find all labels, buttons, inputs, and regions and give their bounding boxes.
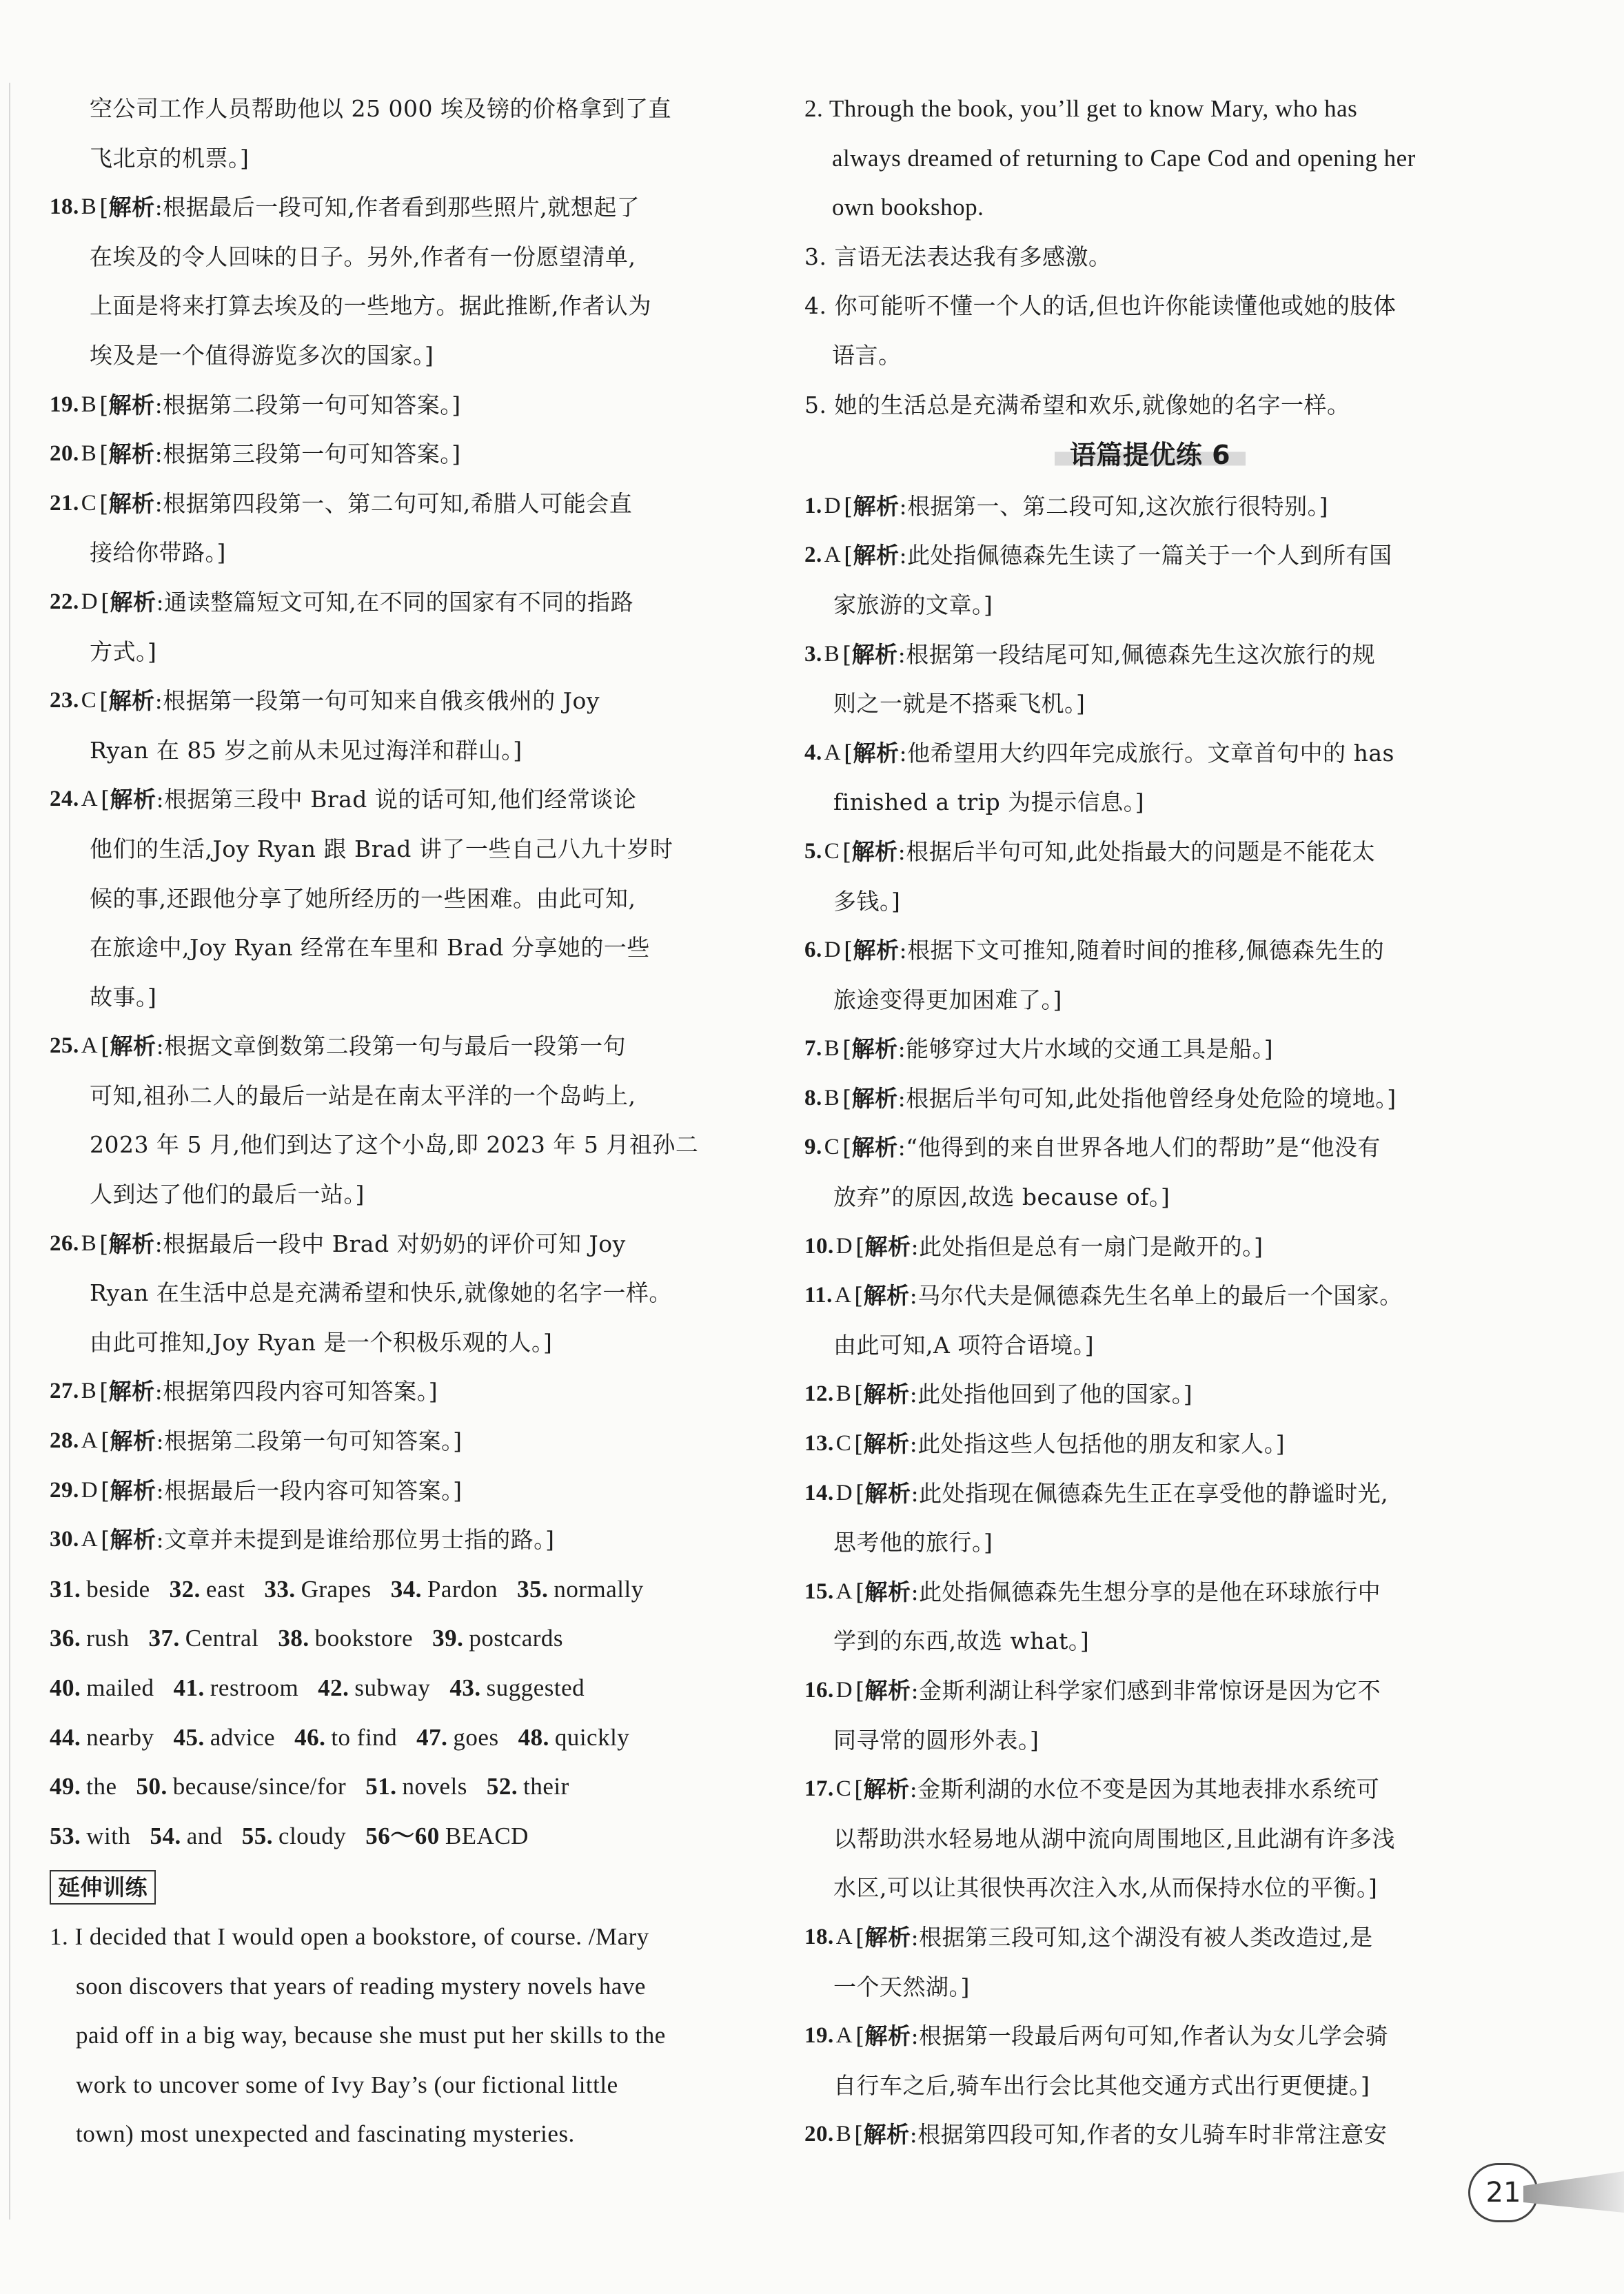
fill-in-number: 39. (432, 1625, 464, 1652)
answer-item (804, 1024, 1496, 1074)
question-number: 18. (50, 194, 79, 220)
fill-in-word: Pardon (427, 1575, 498, 1603)
fill-in-answer (50, 1614, 130, 1663)
answer-item (804, 1419, 1496, 1469)
answer-item (804, 1074, 1496, 1124)
answer-choice: A (824, 740, 842, 765)
explanation-continuation: 家旅游的文章。] (833, 591, 993, 618)
answer-choice: B (835, 2122, 852, 2147)
explanation-continuation: 由此可推知,Joy Ryan 是一个积极乐观的人。] (90, 1328, 553, 1356)
fill-in-number: 40. (50, 1674, 81, 1701)
answer-item (50, 1466, 732, 1516)
fill-in-word: and (186, 1822, 223, 1849)
answer-choice: C (835, 1431, 852, 1456)
fill-in-number: 44. (50, 1723, 81, 1751)
answer-item (804, 1913, 1496, 1962)
fill-in-number: 32. (169, 1575, 201, 1603)
question-number: 27. (50, 1379, 79, 1404)
answer-choice: A (835, 1924, 853, 1949)
question-number: 19. (50, 392, 79, 417)
extension-sentence-5: 5. 她的生活总是充满希望和欢乐,就像她的名字一样。 (804, 391, 1350, 418)
explanation-text: [解析:根据后半句可知,此处指最大的问题是不能花太 (842, 838, 1376, 865)
explanation-continuation: 自行车之后,骑车出行会比其他交通方式出行更便捷。] (833, 2071, 1370, 2099)
fill-in-word: rush (86, 1625, 130, 1652)
fill-in-word: beside (86, 1575, 150, 1603)
answer-item (804, 630, 1496, 680)
extension-sentence-1: paid off in a big way, because she must put her skills to the (76, 2022, 666, 2049)
extension-sentence-1: soon discovers that years of reading mystery novels have (76, 1972, 646, 2000)
fill-in-word: BEACD (445, 1822, 529, 1849)
fill-in-word: advice (210, 1723, 276, 1751)
answer-choice: A (835, 2023, 853, 2049)
explanation-continuation: 故事。] (90, 983, 157, 1011)
answer-choice: C (81, 490, 97, 516)
question-number: 20. (804, 2122, 834, 2147)
fill-in-word: the (86, 1773, 117, 1800)
fill-in-answer (50, 1565, 150, 1614)
fill-in-number: 33. (264, 1575, 296, 1603)
answer-item (804, 1567, 1496, 1617)
explanation-text: [解析:根据第一段最后两句可知,作者认为女儿学会骑 (855, 2022, 1389, 2050)
question-number: 24. (50, 786, 79, 812)
fill-in-answer (318, 1663, 430, 1713)
explanation-continuation: 埃及是一个值得游览多次的国家。] (90, 341, 434, 369)
answer-item (804, 2011, 1496, 2061)
explanation-text: [解析:能够穿过大片水域的交通工具是船。] (842, 1035, 1274, 1063)
answer-item (804, 1123, 1496, 1173)
question-number: 29. (50, 1477, 79, 1503)
answer-item (50, 1022, 732, 1071)
explanation-text: [解析:文章并未提到是谁给那位男士指的路。] (101, 1526, 555, 1554)
answer-choice: D (835, 1678, 853, 1703)
explanation-continuation: 由此可知,A 项符合语境。] (833, 1331, 1095, 1359)
extension-sentence-4: 4. 你可能听不懂一个人的话,但也许你能读懂他或她的肢体 (804, 292, 1397, 320)
fill-in-answer (391, 1565, 498, 1614)
fill-in-number: 51. (365, 1773, 397, 1800)
answer-item (50, 1219, 732, 1269)
fill-in-answer (294, 1713, 397, 1763)
explanation-text: [解析:根据第四段可知,作者的女儿骑车时非常注意安 (854, 2121, 1388, 2149)
fill-in-number: 43. (449, 1674, 481, 1701)
fill-in-number: 53. (50, 1822, 81, 1849)
fill-in-number: 36. (50, 1625, 81, 1652)
carried-over-text: 空公司工作人员帮助他以 25 000 埃及镑的价格拿到了直 (90, 95, 671, 122)
question-number: 18. (804, 1924, 834, 1949)
fill-in-answer (517, 1565, 644, 1614)
answer-choice: A (81, 1527, 99, 1552)
explanation-continuation: 思考他的旅行。] (833, 1529, 993, 1556)
explanation-text: [解析:根据第二段第一句可知答案。] (99, 391, 461, 418)
fill-in-word: quickly (554, 1723, 630, 1751)
section-title (804, 431, 1496, 480)
fill-in-number: 34. (390, 1575, 422, 1603)
fill-in-word: their (523, 1773, 569, 1800)
fill-in-answer (174, 1663, 299, 1713)
fill-in-word: nearby (86, 1723, 154, 1751)
extension-sentence-1: work to uncover some of Ivy Bay’s (our fictional little (76, 2071, 618, 2098)
answer-choice: B (81, 194, 97, 220)
answer-choice: D (824, 937, 842, 963)
fill-in-answer (150, 1811, 222, 1861)
vocab-row (50, 1762, 732, 1811)
fill-in-answer (170, 1565, 245, 1614)
extension-sentence-2: 2. Through the book, you’ll get to know Mary, who has (804, 95, 1358, 122)
fill-in-number: 54. (150, 1822, 181, 1849)
answer-choice: B (81, 1379, 97, 1404)
extension-sentence-2: always dreamed of returning to Cape Cod and opening her (832, 144, 1416, 172)
fill-in-word: Central (185, 1625, 259, 1652)
fill-in-answer (242, 1811, 347, 1861)
question-number: 14. (804, 1480, 834, 1505)
fill-in-answer (50, 1663, 154, 1713)
answer-choice: D (81, 1477, 99, 1503)
explanation-continuation: 旅途变得更加困难了。] (833, 986, 1062, 1013)
fill-in-number: 37. (148, 1625, 180, 1652)
question-number: 12. (804, 1381, 834, 1407)
explanation-continuation: finished a trip 为提示信息。] (833, 789, 1145, 816)
explanation-text: [解析:根据下文可推知,随着时间的推移,佩德森先生的 (844, 937, 1385, 964)
answer-choice: B (824, 641, 840, 667)
explanation-text: [解析:根据最后一段中 Brad 对奶奶的评价可知 Joy (99, 1230, 626, 1257)
explanation-text: [解析:根据第四段内容可知答案。] (99, 1378, 438, 1405)
fill-in-answer (449, 1663, 585, 1713)
explanation-text: [解析:根据最后一段可知,作者看到那些照片,就想起了 (99, 194, 640, 221)
fill-in-word: mailed (86, 1674, 154, 1701)
vocab-row (50, 1713, 732, 1763)
fill-in-answer (264, 1565, 371, 1614)
answer-choice: B (835, 1381, 852, 1407)
fill-in-number: 56～60 (365, 1822, 440, 1849)
answer-item (50, 479, 732, 529)
vocab-row (50, 1663, 732, 1713)
extension-training-heading: 延伸训练 (50, 1870, 156, 1905)
carried-over-text: 飞北京的机票。] (90, 144, 250, 172)
answer-item (50, 429, 732, 479)
explanation-text: [解析:根据最后一段内容可知答案。] (101, 1476, 463, 1504)
question-number: 25. (50, 1033, 79, 1059)
fill-in-number: 55. (241, 1822, 274, 1849)
answer-item (50, 1417, 732, 1466)
fill-in-word: novels (402, 1773, 467, 1800)
explanation-continuation: 人到达了他们的最后一站。] (90, 1181, 365, 1208)
answer-item (50, 1515, 732, 1565)
vocab-row (50, 1565, 732, 1614)
explanation-text: [解析:通读整篇短文可知,在不同的国家有不同的指路 (101, 588, 634, 616)
explanation-text: [解析:此处指这些人包括他的朋友和家人。] (854, 1430, 1286, 1458)
question-number: 23. (50, 688, 79, 713)
explanation-text: [解析:马尔代夫是佩德森先生名单上的最后一个国家。 (854, 1282, 1403, 1310)
answer-choice: D (824, 493, 842, 518)
explanation-text: [解析:“他得到的来自世界各地人们的帮助”是“他没有 (842, 1134, 1381, 1161)
answer-choice: B (824, 1036, 840, 1062)
explanation-text: [解析:根据第二段第一句可知答案。] (101, 1428, 463, 1455)
answer-choice: A (81, 786, 99, 812)
explanation-text: [解析:根据第三段第一句可知答案。] (99, 440, 461, 468)
question-number: 7. (804, 1036, 822, 1062)
question-number: 9. (804, 1135, 822, 1160)
fill-in-word: restroom (210, 1674, 299, 1701)
question-number: 6. (804, 937, 822, 963)
answer-choice: A (81, 1033, 99, 1059)
explanation-continuation: 候的事,还跟他分享了她所经历的一些困难。由此可知, (90, 884, 636, 912)
explanation-continuation: 方式。] (90, 638, 157, 665)
fill-in-number: 41. (173, 1674, 205, 1701)
question-number: 10. (804, 1233, 834, 1259)
explanation-continuation: 以帮助洪水轻易地从湖中流向周围地区,且此湖有许多浅 (833, 1825, 1395, 1852)
fill-in-number: 52. (486, 1773, 518, 1800)
explanation-continuation: 在旅途中,Joy Ryan 经常在车里和 Brad 分享她的一些 (90, 934, 650, 962)
explanation-continuation: 水区,可以让其很快再次注入水,从而保持水位的平衡。] (833, 1874, 1378, 1902)
fill-in-answer (278, 1614, 413, 1663)
answer-item (804, 827, 1496, 877)
extension-sentence-1: town) most unexpected and fascinating mysteries. (76, 2120, 575, 2148)
answer-choice: A (81, 1428, 99, 1454)
explanation-continuation: 2023 年 5 月,他们到达了这个小岛,即 2023 年 5 月祖孙二 (90, 1131, 699, 1159)
fill-in-word: Grapes (301, 1575, 372, 1603)
fill-in-number: 42. (318, 1674, 349, 1701)
fill-in-number: 47. (416, 1723, 448, 1751)
answer-choice: C (824, 1135, 840, 1160)
question-number: 8. (804, 1085, 822, 1110)
answer-choice: D (81, 589, 99, 614)
explanation-text: [解析:根据第三段中 Brad 说的话可知,他们经常谈论 (101, 786, 637, 813)
answer-item (804, 1765, 1496, 1814)
explanation-text: [解析:根据第一段结尾可知,佩德森先生这次旅行的规 (842, 640, 1376, 668)
question-number: 30. (50, 1527, 79, 1552)
fill-in-number: 45. (173, 1723, 205, 1751)
question-number: 13. (804, 1431, 834, 1456)
answer-choice: A (835, 1579, 853, 1604)
explanation-continuation: 可知,祖孙二人的最后一站是在南太平洋的一个岛屿上, (90, 1082, 636, 1109)
answer-item (804, 2110, 1496, 2160)
explanation-text: [解析:根据第三段可知,这个湖没有被人类改造过,是 (855, 1923, 1373, 1951)
fill-in-answer (50, 1762, 117, 1811)
fill-in-word: east (205, 1575, 245, 1603)
fill-in-word: because/since/for (172, 1773, 347, 1800)
fill-in-number: 35. (517, 1575, 549, 1603)
question-number: 16. (804, 1678, 834, 1703)
fill-in-answer (487, 1762, 569, 1811)
answer-choice: B (81, 1230, 97, 1256)
answer-item (50, 578, 732, 627)
vocab-row (50, 1811, 732, 1861)
explanation-continuation: 上面是将来打算去埃及的一些地方。据此推断,作者认为 (90, 292, 651, 320)
question-number: 2. (804, 542, 822, 568)
answer-item (804, 729, 1496, 778)
answer-choice: C (824, 838, 840, 864)
fill-in-number: 31. (50, 1575, 81, 1603)
explanation-text: [解析:此处指但是总有一扇门是敞开的。] (855, 1232, 1263, 1260)
explanation-text: [解析:此处指现在佩德森先生正在享受他的静谧时光, (855, 1479, 1389, 1507)
extension-sentence-1: 1. I decided that I would open a bookstore, of course. /Mary (50, 1922, 649, 1950)
answer-choice: A (834, 1283, 852, 1308)
question-number: 26. (50, 1230, 79, 1256)
explanation-text: [解析:此处指佩德森先生读了一篇关于一个人到所有国 (844, 542, 1392, 569)
explanation-continuation: 则之一就是不搭乘飞机。] (833, 690, 1086, 718)
fill-in-word: subway (354, 1674, 431, 1701)
extension-sentence-4: 语言。 (832, 341, 902, 369)
fill-in-word: cloudy (278, 1822, 347, 1849)
page-edge (9, 83, 10, 2220)
answer-item (50, 1367, 732, 1417)
fill-in-answer (365, 1811, 529, 1861)
answer-choice: B (81, 392, 97, 417)
page-number-tab-decoration (1523, 2171, 1624, 2213)
vocab-row (50, 1614, 732, 1663)
fill-in-answer (173, 1713, 275, 1763)
explanation-text: [解析:根据后半句可知,此处指他曾经身处危险的境地。] (842, 1084, 1397, 1112)
answer-choice: D (835, 1480, 853, 1505)
question-number: 4. (804, 740, 822, 765)
right-column (804, 84, 1496, 2160)
fill-in-number: 48. (518, 1723, 549, 1751)
answer-item (804, 1666, 1496, 1716)
fill-in-answer (365, 1762, 467, 1811)
explanation-continuation: Ryan 在生活中总是充满希望和快乐,就像她的名字一样。 (90, 1279, 672, 1307)
answer-item (50, 676, 732, 726)
fill-in-number: 46. (294, 1723, 326, 1751)
answer-item (804, 1271, 1496, 1321)
explanation-text: [解析:他希望用大约四年完成旅行。文章首句中的 has (844, 739, 1394, 767)
explanation-continuation: 同寻常的圆形外表。] (833, 1726, 1039, 1754)
left-column (50, 84, 732, 2159)
fill-in-number: 50. (136, 1773, 168, 1800)
answer-item (804, 1469, 1496, 1519)
fill-in-answer (416, 1713, 498, 1763)
question-number: 1. (804, 493, 822, 518)
fill-in-number: 49. (50, 1773, 81, 1800)
answer-choice: A (824, 542, 842, 568)
answer-choice: C (81, 688, 97, 713)
answer-choice: B (81, 441, 97, 467)
fill-in-word: normally (554, 1575, 644, 1603)
explanation-continuation: 接给你带路。] (90, 539, 226, 567)
explanation-text: [解析:根据第四段第一、第二句可知,希腊人可能会直 (99, 489, 633, 517)
explanation-text: [解析:根据文章倒数第二段第一句与最后一段第一句 (101, 1033, 627, 1060)
explanation-text: [解析:根据第一段第一句可知来自俄亥俄州的 Joy (99, 687, 600, 715)
answer-item (50, 380, 732, 430)
explanation-continuation: 他们的生活,Joy Ryan 跟 Brad 讲了一些自己八九十岁时 (90, 835, 673, 862)
question-number: 28. (50, 1428, 79, 1454)
explanation-continuation: Ryan 在 85 岁之前从未见过海洋和群山。] (90, 736, 522, 764)
explanation-text: [解析:金斯利湖让科学家们感到非常惊讶是因为它不 (855, 1677, 1381, 1704)
answer-item (804, 482, 1496, 531)
answer-choice: B (824, 1085, 840, 1110)
fill-in-answer (50, 1713, 154, 1763)
extension-sentence-3: 3. 言语无法表达我有多感激。 (804, 243, 1112, 270)
fill-in-word: bookstore (314, 1625, 414, 1652)
fill-in-answer (432, 1614, 563, 1663)
answer-choice: D (835, 1233, 853, 1259)
page-number: 21 (1468, 2163, 1539, 2222)
fill-in-answer (518, 1713, 630, 1763)
fill-in-word: postcards (469, 1625, 564, 1652)
answer-item (50, 775, 732, 824)
explanation-continuation: 在埃及的令人回味的日子。另外,作者有一份愿望清单, (90, 243, 636, 270)
question-number: 21. (50, 490, 79, 516)
explanation-continuation: 一个天然湖。] (833, 1973, 970, 2000)
question-number: 5. (804, 838, 822, 864)
question-number: 19. (804, 2023, 834, 2049)
question-number: 17. (804, 1776, 834, 1802)
extension-sentence-2: own bookshop. (832, 194, 984, 221)
explanation-continuation: 放弃”的原因,故选 because of。] (833, 1184, 1170, 1211)
fill-in-word: goes (453, 1723, 499, 1751)
question-number: 22. (50, 589, 79, 614)
explanation-text: [解析:金斯利湖的水位不变是因为其地表排水系统可 (854, 1776, 1380, 1803)
question-number: 20. (50, 441, 79, 467)
explanation-text: [解析:此处指他回到了他的国家。] (854, 1381, 1193, 1408)
fill-in-word: suggested (486, 1674, 585, 1701)
answer-item (50, 183, 732, 232)
fill-in-word: to find (331, 1723, 398, 1751)
explanation-continuation: 学到的东西,故选 what。] (833, 1627, 1090, 1655)
explanation-text: [解析:根据第一、第二段可知,这次旅行很特别。] (844, 492, 1328, 520)
answer-item (804, 1222, 1496, 1272)
question-number: 11. (804, 1283, 833, 1308)
explanation-continuation: 多钱。] (833, 887, 901, 915)
explanation-text: [解析:此处指佩德森先生想分享的是他在环球旅行中 (855, 1578, 1381, 1605)
question-number: 3. (804, 641, 822, 667)
answer-item (804, 926, 1496, 975)
section-title-text: 语篇提优练 6 (1055, 440, 1246, 470)
answer-choice: C (835, 1776, 852, 1802)
fill-in-answer (136, 1762, 347, 1811)
fill-in-word: with (86, 1822, 131, 1849)
answer-item (804, 531, 1496, 580)
fill-in-answer (149, 1614, 259, 1663)
fill-in-answer (50, 1811, 130, 1861)
answer-item (804, 1370, 1496, 1419)
fill-in-number: 38. (278, 1625, 309, 1652)
question-number: 15. (804, 1579, 834, 1604)
